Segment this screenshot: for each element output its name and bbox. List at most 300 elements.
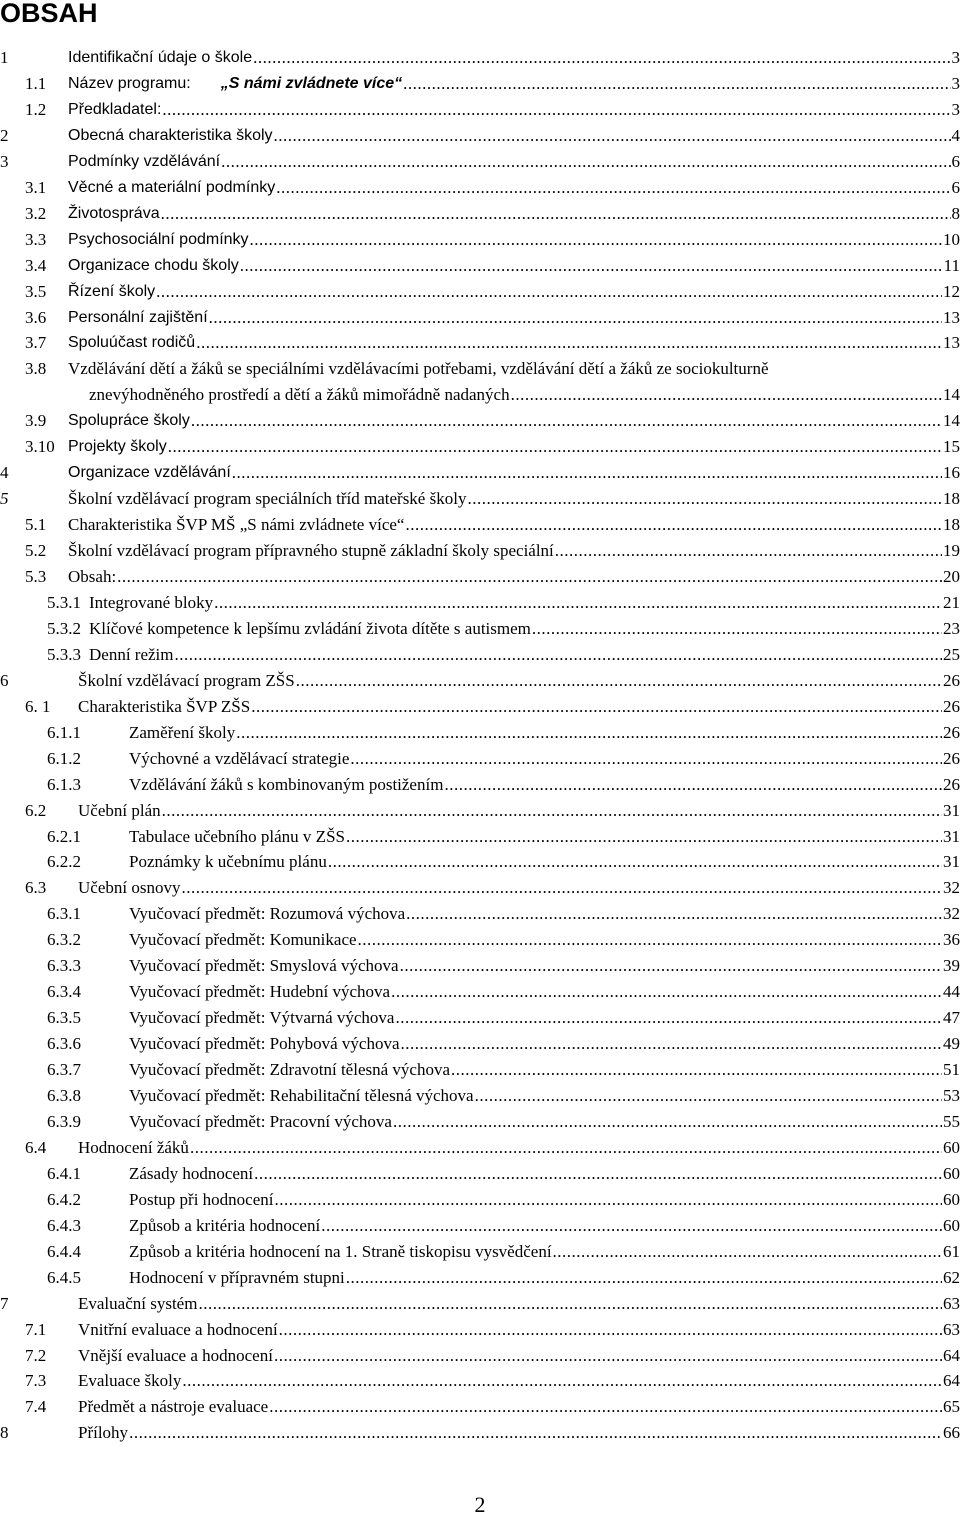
toc-entry[interactable] — [0, 824, 960, 850]
toc-entry[interactable] — [0, 642, 960, 668]
toc-entry-page: 18 — [942, 486, 960, 512]
dot-leader — [250, 227, 942, 253]
dot-leader — [162, 798, 942, 824]
toc-entry-text: Vnější evaluace a hodnocení — [78, 1346, 273, 1365]
toc-entry-label — [89, 642, 174, 668]
toc-entry-number: 6.1.3 — [47, 772, 81, 798]
toc-entry-page: 10 — [942, 227, 960, 253]
dot-leader — [321, 1213, 942, 1239]
toc-entry-label — [129, 772, 443, 798]
toc-entry-page: 65 — [942, 1394, 960, 1420]
toc-entry-number: 6.3.9 — [47, 1109, 81, 1135]
toc-entry-text: Výchovné a vzdělávací strategie — [129, 749, 349, 768]
toc-entry-text: Věcné a materiální podmínky — [68, 179, 275, 196]
toc-entry[interactable] — [0, 590, 960, 616]
dot-leader — [328, 849, 942, 875]
toc-entry-page: 32 — [942, 901, 960, 927]
toc-entry-text: Přílohy — [78, 1423, 128, 1442]
toc-entry-page: 6 — [951, 149, 960, 175]
toc-entry-page: 14 — [942, 382, 960, 408]
toc-entry-number: 3.6 — [25, 305, 46, 331]
toc-entry-text: Vyučovací předmět: Výtvarná výchova — [129, 1008, 394, 1027]
toc-entry-text: Školní vzdělávací program ZŠS — [78, 671, 295, 690]
toc-entry[interactable] — [0, 564, 960, 590]
dot-leader — [156, 279, 942, 305]
toc-entry-label — [78, 1291, 197, 1317]
dot-leader — [532, 616, 942, 642]
dot-leader — [117, 564, 942, 590]
dot-leader — [190, 1135, 942, 1161]
toc-entry-text: Vyučovací předmět: Zdravotní tělesná výchova — [129, 1060, 450, 1079]
dot-leader — [346, 824, 942, 850]
toc-entry-number: 3.2 — [25, 201, 46, 227]
toc-entry-text: Vyučovací předmět: Komunikace — [129, 930, 357, 949]
toc-entry-label — [78, 1368, 181, 1394]
toc-entry[interactable] — [0, 1239, 960, 1265]
dot-leader — [511, 382, 942, 408]
toc-entry[interactable] — [0, 616, 960, 642]
toc-entry[interactable] — [0, 979, 960, 1005]
toc-entry-number: 6. 1 — [25, 694, 51, 720]
toc-entry-label — [129, 824, 345, 850]
toc-entry-label — [68, 434, 167, 460]
toc-entry-label — [78, 1343, 273, 1369]
dot-leader — [406, 901, 942, 927]
toc-entry[interactable] — [0, 201, 960, 227]
toc-entry-page: 31 — [942, 824, 960, 850]
dot-leader — [209, 305, 942, 331]
toc-entry-number: 3.8 — [25, 356, 46, 382]
toc-entry-number: 6.3.8 — [47, 1083, 81, 1109]
toc-entry[interactable] — [0, 330, 960, 356]
toc-entry-page: 31 — [942, 798, 960, 824]
toc-entry-text: Název programu: — [68, 75, 191, 92]
toc-entry-number: 5.3.1 — [47, 590, 81, 616]
toc-entry[interactable] — [0, 356, 960, 382]
toc-entry-number: 6.3.7 — [47, 1057, 81, 1083]
toc-entry[interactable] — [0, 305, 960, 331]
toc-entry[interactable] — [0, 279, 960, 305]
toc-entry-page: 6 — [951, 175, 960, 201]
toc-entry[interactable] — [0, 849, 960, 875]
toc-entry[interactable] — [0, 123, 960, 149]
toc-entry-page: 25 — [942, 642, 960, 668]
toc-entry[interactable] — [0, 1420, 960, 1446]
toc-entry-text: Vyučovací předmět: Smyslová výchova — [129, 956, 399, 975]
toc-entry-label — [68, 564, 116, 590]
toc-entry-label — [129, 746, 349, 772]
dot-leader — [553, 1239, 942, 1265]
toc-entry-label — [68, 408, 190, 434]
toc-entry[interactable] — [0, 97, 960, 123]
dot-leader — [254, 1161, 942, 1187]
toc-entry-text: Obecná charakteristika školy — [68, 127, 273, 144]
toc-entry-text: Hodnocení v přípravném stupni — [129, 1268, 345, 1287]
dot-leader — [182, 1368, 942, 1394]
toc-entry-label — [68, 512, 404, 538]
toc-entry-text: Charakteristika ŠVP ZŠS — [78, 697, 250, 716]
toc-entry-number: 3.7 — [25, 330, 46, 356]
dot-leader — [400, 953, 942, 979]
toc-entry-label — [129, 849, 327, 875]
toc-entry[interactable] — [0, 1187, 960, 1213]
toc-entry-label — [129, 927, 357, 953]
toc-entry-label — [78, 1317, 278, 1343]
toc-entry-page: 64 — [942, 1343, 960, 1369]
toc-entry-page: 8 — [951, 201, 960, 227]
toc-entry-page: 26 — [942, 668, 960, 694]
toc-entry-page: 23 — [942, 616, 960, 642]
toc-entry[interactable] — [0, 772, 960, 798]
dot-leader — [240, 253, 943, 279]
toc-entry-number: 6.4.5 — [47, 1265, 81, 1291]
toc-entry-page: 64 — [942, 1368, 960, 1394]
toc-entry-number: 6 — [0, 668, 9, 694]
toc-entry-page: 12 — [942, 279, 960, 305]
toc-entry-number: 7.1 — [25, 1317, 46, 1343]
toc-entry-number: 2 — [0, 123, 9, 149]
dot-leader — [129, 1420, 942, 1446]
toc-entry-text: Spolupráce školy — [68, 412, 190, 429]
toc-entry-number: 6.4.1 — [47, 1161, 81, 1187]
toc-entry-number: 5 — [0, 486, 9, 512]
toc-entry-text: Evaluace školy — [78, 1371, 181, 1390]
toc-entry-text: Vyučovací předmět: Hudební výchova — [129, 982, 390, 1001]
toc-entry-text: Školní vzdělávací program přípravného stupně základní školy speciální — [68, 541, 554, 560]
toc-entry-number: 1 — [0, 45, 9, 71]
toc-entry-label — [129, 1213, 320, 1239]
toc-entry-text: Způsob a kritéria hodnocení — [129, 1216, 320, 1235]
dot-leader — [296, 668, 942, 694]
toc-entry[interactable] — [0, 668, 960, 694]
toc-entry[interactable] — [0, 1005, 960, 1031]
toc-entry-number: 3.9 — [25, 408, 46, 434]
toc-entry-label — [129, 901, 405, 927]
toc-entry-number: 6.2.1 — [47, 824, 81, 850]
toc-entry[interactable] — [0, 45, 960, 71]
toc-entry-page: 62 — [942, 1265, 960, 1291]
toc-entry-label — [129, 979, 390, 1005]
toc-entry-text: Učební osnovy — [78, 878, 180, 897]
toc-entry[interactable] — [0, 1135, 960, 1161]
toc-entry-page: 20 — [942, 564, 960, 590]
toc-entry-page: 13 — [942, 330, 960, 356]
toc-entry-label — [129, 1239, 552, 1265]
toc-entry-page: 26 — [942, 746, 960, 772]
toc-entry[interactable] — [0, 71, 960, 97]
toc-entry-page: 60 — [942, 1161, 960, 1187]
toc-entry-label — [129, 1057, 450, 1083]
toc-entry-number: 6.3.3 — [47, 953, 81, 979]
toc-entry-text: Vzdělávání žáků s kombinovaným postižením — [129, 775, 443, 794]
dot-leader — [236, 720, 942, 746]
toc-entry-label — [129, 1187, 274, 1213]
toc-entry-label — [89, 590, 213, 616]
toc-entry-number: 4 — [0, 460, 9, 486]
toc-entry-number: 5.3.2 — [47, 616, 81, 642]
toc-entry-label — [68, 123, 273, 149]
toc-entry[interactable] — [0, 1083, 960, 1109]
dot-leader — [168, 434, 942, 460]
toc-entry-page: 39 — [942, 953, 960, 979]
toc-entry-page: 60 — [942, 1213, 960, 1239]
dot-leader — [214, 590, 942, 616]
toc-entry-text: Identifikační údaje o škole — [68, 49, 252, 66]
toc-entry-label — [68, 175, 275, 201]
toc-entry-number: 1.2 — [25, 97, 46, 123]
toc-entry-label — [78, 694, 250, 720]
toc-entry-text: Zaměření školy — [129, 723, 235, 742]
toc-entry-page: 3 — [951, 97, 960, 123]
toc-entry-label — [68, 45, 252, 71]
toc-entry-number: 6.2.2 — [47, 849, 81, 875]
toc-entry-number: 3.4 — [25, 253, 46, 279]
toc-entry[interactable] — [0, 746, 960, 772]
toc-entry-page: 55 — [942, 1109, 960, 1135]
toc-entry[interactable] — [0, 720, 960, 746]
toc-entry[interactable] — [0, 486, 960, 512]
toc-entry-text: Způsob a kritéria hodnocení na 1. Straně tiskopisu vysvědčení — [129, 1242, 552, 1261]
toc-entry-text: Zásady hodnocení — [129, 1164, 253, 1183]
toc-entry[interactable] — [0, 1161, 960, 1187]
toc-entry-number: 7.2 — [25, 1343, 46, 1369]
toc-entry-number: 6.1.2 — [47, 746, 81, 772]
toc-entry-page: 61 — [942, 1239, 960, 1265]
toc-entry[interactable] — [0, 175, 960, 201]
toc-entry-number: 5.2 — [25, 538, 46, 564]
toc-entry-label-continued: znevýhodněného prostředí a dětí a žáků mimořádně nadaných — [89, 382, 510, 408]
toc-entry-number: 7.4 — [25, 1394, 46, 1420]
toc-entry-number: 6.3 — [25, 875, 46, 901]
toc-entry-label — [129, 1109, 392, 1135]
dot-leader — [274, 123, 951, 149]
toc-entry[interactable] — [0, 1343, 960, 1369]
toc-entry-text: Personální zajištění — [68, 309, 208, 326]
toc-entry-label — [68, 149, 220, 175]
dot-leader — [181, 875, 942, 901]
toc-entry[interactable] — [0, 1317, 960, 1343]
toc-entry-text: Předmět a nástroje evaluace — [78, 1397, 268, 1416]
toc-entry-page: 18 — [942, 512, 960, 538]
dot-leader — [191, 408, 942, 434]
toc-entry-text: Vyučovací předmět: Rozumová výchova — [129, 904, 405, 923]
toc-entry[interactable] — [0, 927, 960, 953]
dot-leader — [232, 460, 942, 486]
dot-leader — [555, 538, 942, 564]
toc-entry-page: 36 — [942, 927, 960, 953]
toc-entry-text: Integrované bloky — [89, 593, 213, 612]
dot-leader — [346, 1265, 942, 1291]
toc-entry-label — [129, 1031, 400, 1057]
toc-entry-text: Hodnocení žáků — [78, 1138, 189, 1157]
toc-entry-continuation[interactable] — [0, 382, 960, 408]
toc-entry-page: 49 — [942, 1031, 960, 1057]
toc-entry-number: 6.3.5 — [47, 1005, 81, 1031]
toc-entry-label — [78, 798, 161, 824]
toc-entry-text: Podmínky vzdělávání — [68, 153, 220, 170]
toc-entry-page: 60 — [942, 1187, 960, 1213]
toc-entry[interactable] — [0, 512, 960, 538]
toc-entry-label — [68, 330, 195, 356]
toc-entry-text: Předkladatel: — [68, 101, 161, 118]
dot-leader — [395, 1005, 942, 1031]
toc-entry[interactable] — [0, 460, 960, 486]
toc-entry-label — [68, 460, 231, 486]
toc-entry-label — [89, 616, 531, 642]
program-title: „S námi zvládnete více“ — [221, 75, 402, 92]
page-number: 2 — [0, 1492, 960, 1518]
toc-entry-number: 3.10 — [25, 434, 55, 460]
toc-entry[interactable] — [0, 538, 960, 564]
toc-entry-page: 16 — [942, 460, 960, 486]
dot-leader — [350, 746, 942, 772]
dot-leader — [162, 97, 950, 123]
toc-entry-label — [78, 1135, 189, 1161]
toc-entry-page: 14 — [942, 408, 960, 434]
toc-entry-label — [129, 1005, 394, 1031]
toc-entry-page: 15 — [942, 434, 960, 460]
toc-entry-text: Charakteristika ŠVP MŠ „S námi zvládnete více“ — [68, 515, 404, 534]
toc-entry-number: 6.1.1 — [47, 720, 81, 746]
toc-entry[interactable] — [0, 798, 960, 824]
toc-entry-page: 26 — [942, 772, 960, 798]
toc-entry-page: 11 — [943, 253, 960, 279]
toc-entry-page: 19 — [942, 538, 960, 564]
toc-entry-page: 51 — [942, 1057, 960, 1083]
toc-entry[interactable] — [0, 1394, 960, 1420]
toc-entry[interactable] — [0, 1031, 960, 1057]
toc-entry-text: Učební plán — [78, 801, 161, 820]
toc-entry-label — [68, 227, 249, 253]
toc-entry-text: Postup při hodnocení — [129, 1190, 274, 1209]
toc-entry-text: Obsah: — [68, 567, 116, 586]
toc-entry-label — [78, 875, 180, 901]
toc-entry[interactable] — [0, 1368, 960, 1394]
toc-entry-label — [129, 720, 235, 746]
dot-leader — [269, 1394, 942, 1420]
toc-entry-label — [129, 953, 399, 979]
toc-entry-page: 53 — [942, 1083, 960, 1109]
toc-entry[interactable] — [0, 227, 960, 253]
toc-entry-number: 6.4.4 — [47, 1239, 81, 1265]
toc-entry-page: 44 — [942, 979, 960, 1005]
dot-leader — [451, 1057, 942, 1083]
toc-entry-page: 63 — [942, 1317, 960, 1343]
dot-leader — [275, 1187, 943, 1213]
dot-leader — [475, 1083, 942, 1109]
toc-entry-number: 6.4.2 — [47, 1187, 81, 1213]
toc-entry-label — [68, 305, 208, 331]
toc-entry[interactable] — [0, 1291, 960, 1317]
toc-entry-page: 32 — [942, 875, 960, 901]
toc-entry-page: 60 — [942, 1135, 960, 1161]
dot-leader — [467, 486, 942, 512]
dot-leader — [393, 1109, 942, 1135]
toc-entry-number: 5.1 — [25, 512, 46, 538]
toc-entry-text: Školní vzdělávací program speciálních tříd mateřské školy — [68, 489, 466, 508]
toc-entry-text: Organizace chodu školy — [68, 257, 239, 274]
toc-entry-label — [68, 538, 554, 564]
toc-entry-number: 6.3.6 — [47, 1031, 81, 1057]
toc-entry[interactable] — [0, 875, 960, 901]
dot-leader — [196, 330, 942, 356]
toc-entry-number: 3 — [0, 149, 9, 175]
toc-entry-number: 7.3 — [25, 1368, 46, 1394]
toc-entry-label — [78, 1394, 268, 1420]
toc-entry-label — [68, 97, 161, 123]
toc-entry[interactable] — [0, 694, 960, 720]
toc-entry-number: 1.1 — [25, 71, 46, 97]
toc-entry-number: 5.3 — [25, 564, 46, 590]
toc-entry-label — [68, 201, 160, 227]
dot-leader — [358, 927, 942, 953]
toc-entry-number: 6.4 — [25, 1135, 46, 1161]
toc-entry[interactable] — [0, 901, 960, 927]
toc-entry-text: Evaluační systém — [78, 1294, 197, 1313]
toc-entry-text: Životospráva — [68, 205, 160, 222]
toc-entry-text: Projekty školy — [68, 438, 167, 455]
toc-entry[interactable] — [0, 1057, 960, 1083]
dot-leader — [161, 201, 951, 227]
dot-leader — [274, 1343, 942, 1369]
toc-entry[interactable] — [0, 1213, 960, 1239]
toc-entry[interactable] — [0, 1265, 960, 1291]
toc-entry-page: 26 — [942, 720, 960, 746]
toc-entry-text: Denní režim — [89, 645, 174, 664]
dot-leader — [175, 642, 943, 668]
dot-leader — [279, 1317, 942, 1343]
toc-entry-text: Vyučovací předmět: Rehabilitační tělesná výchova — [129, 1086, 474, 1105]
toc-entry[interactable] — [0, 434, 960, 460]
dot-leader — [221, 149, 950, 175]
toc-entry-text: Klíčové kompetence k lepšímu zvládání života dítěte s autismem — [89, 619, 531, 638]
toc-entry[interactable] — [0, 149, 960, 175]
toc-entry-page: 66 — [942, 1420, 960, 1446]
toc-entry-label — [129, 1161, 253, 1187]
toc-entry-text: Řízení školy — [68, 283, 155, 300]
dot-leader — [253, 45, 950, 71]
toc-entry-page: 13 — [942, 305, 960, 331]
toc-entry-number: 8 — [0, 1420, 9, 1446]
toc-entry-page: 4 — [951, 123, 960, 149]
dot-leader — [405, 512, 942, 538]
dot-leader — [401, 1031, 942, 1057]
toc-entry[interactable] — [0, 953, 960, 979]
toc-entry-page: 3 — [951, 45, 960, 71]
toc-entry[interactable] — [0, 408, 960, 434]
toc-entry-text: Organizace vzdělávání — [68, 464, 231, 481]
toc-entry-page: 21 — [942, 590, 960, 616]
toc-entry[interactable] — [0, 253, 960, 279]
toc-entry-number: 5.3.3 — [47, 642, 81, 668]
toc-entry-number: 6.3.2 — [47, 927, 81, 953]
toc-entry-text: Poznámky k učebnímu plánu — [129, 852, 327, 871]
toc-entry-page: 31 — [942, 849, 960, 875]
toc-entry-number: 6.3.4 — [47, 979, 81, 1005]
toc-entry-page: 63 — [942, 1291, 960, 1317]
toc-entry-number: 3.3 — [25, 227, 46, 253]
toc-entry-text: Tabulace učebního plánu v ZŠS — [129, 827, 345, 846]
toc-entry-number: 6.3.1 — [47, 901, 81, 927]
dot-leader — [391, 979, 942, 1005]
toc-entry-number: 3.1 — [25, 175, 46, 201]
toc-entry-page: 26 — [942, 694, 960, 720]
toc-entry[interactable] — [0, 1109, 960, 1135]
toc-entry-number: 6.4.3 — [47, 1213, 81, 1239]
toc-entry-number: 3.5 — [25, 279, 46, 305]
toc-entry-number: 6.2 — [25, 798, 46, 824]
toc-entry-label: Vzdělávání dětí a žáků se speciálními vzdělávacími potřebami, vzdělávání dětí a žáků ze sociokulturně — [68, 356, 769, 382]
